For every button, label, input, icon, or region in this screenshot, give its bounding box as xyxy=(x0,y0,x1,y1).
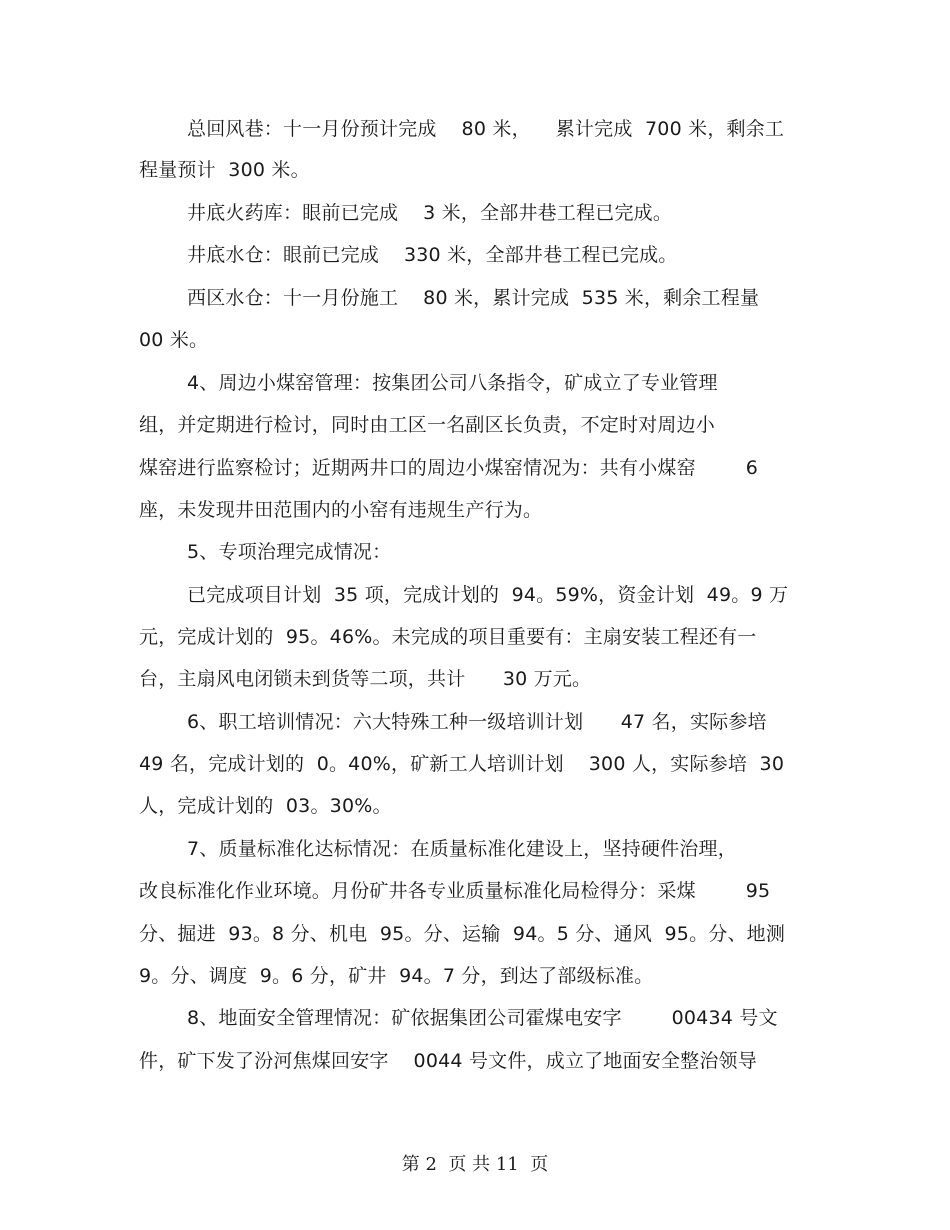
paragraph-line: 台，主扇风电闭锁未到货等二项，共计 30 万元。 xyxy=(139,668,592,690)
paragraph-line: 件，矿下发了汾河焦煤回安字 0044 号文件，成立了地面安全整治领导 xyxy=(139,1050,757,1072)
section-heading: 5、专项治理完成情况： xyxy=(187,541,392,563)
paragraph-line: 元，完成计划的 95。46%。未完成的项目重要有：主扇安装工程还有一 xyxy=(139,626,757,648)
paragraph-line: 4、周边小煤窑管理：按集团公司八条指令，矿成立了专业管理 xyxy=(187,372,718,394)
paragraph-line: 7、质量标准化达标情况：在质量标准化建设上，坚持硬件治理， xyxy=(187,838,737,860)
paragraph-line: 程量预计 300 米。 xyxy=(139,159,310,181)
paragraph-line: 西区水仓：十一月份施工 80 米，累计完成 535 米，剩余工程量 xyxy=(187,287,760,309)
paragraph-line: 井底水仓：眼前已完成 330 米，全部井巷工程已完成。 xyxy=(187,244,678,266)
paragraph-line: 座，未发现井田范围内的小窑有违规生产行为。 xyxy=(139,499,543,521)
paragraph-line: 49 名，完成计划的 0。40%，矿新工人培训计划 300 人，实际参培 30 xyxy=(139,753,785,775)
paragraph-line: 8、地面安全管理情况：矿依据集团公司霍煤电安字 00434 号文 xyxy=(187,1007,778,1029)
page-footer: 第 2 页 共 11 页 xyxy=(401,1154,549,1175)
paragraph-line: 井底火药库：眼前已完成 3 米，全部井巷工程已完成。 xyxy=(187,202,673,224)
paragraph-line: 9。分、调度 9。6 分，矿井 94。7 分，到达了部级标准。 xyxy=(139,965,654,987)
paragraph-line: 煤窑进行监察检讨；近期两井口的周边小煤窑情况为：共有小煤窑 6 xyxy=(139,457,759,479)
paragraph-line: 已完成项目计划 35 项，完成计划的 94。59%，资金计划 49。9 万 xyxy=(187,584,789,606)
paragraph-line: 6、职工培训情况：六大特殊工种一级培训计划 47 名，实际参培 xyxy=(187,711,767,733)
paragraph-line: 人，完成计划的 03。30%。 xyxy=(139,795,392,817)
paragraph-line: 总回风巷：十一月份预计完成 80 米， 累计完成 700 米，剩余工 xyxy=(187,118,785,140)
paragraph-line: 组，并定期进行检讨，同时由工区一名副区长负责，不定时对周边小 xyxy=(139,414,716,436)
paragraph-line: 改良标准化作业环境。月份矿井各专业质量标准化局检得分：采煤 95 xyxy=(139,880,771,902)
paragraph-line: 分、掘进 93。8 分、机电 95。分、运输 94。5 分、通风 95。分、地测 xyxy=(139,923,786,945)
paragraph-line: 00 米。 xyxy=(139,329,209,351)
